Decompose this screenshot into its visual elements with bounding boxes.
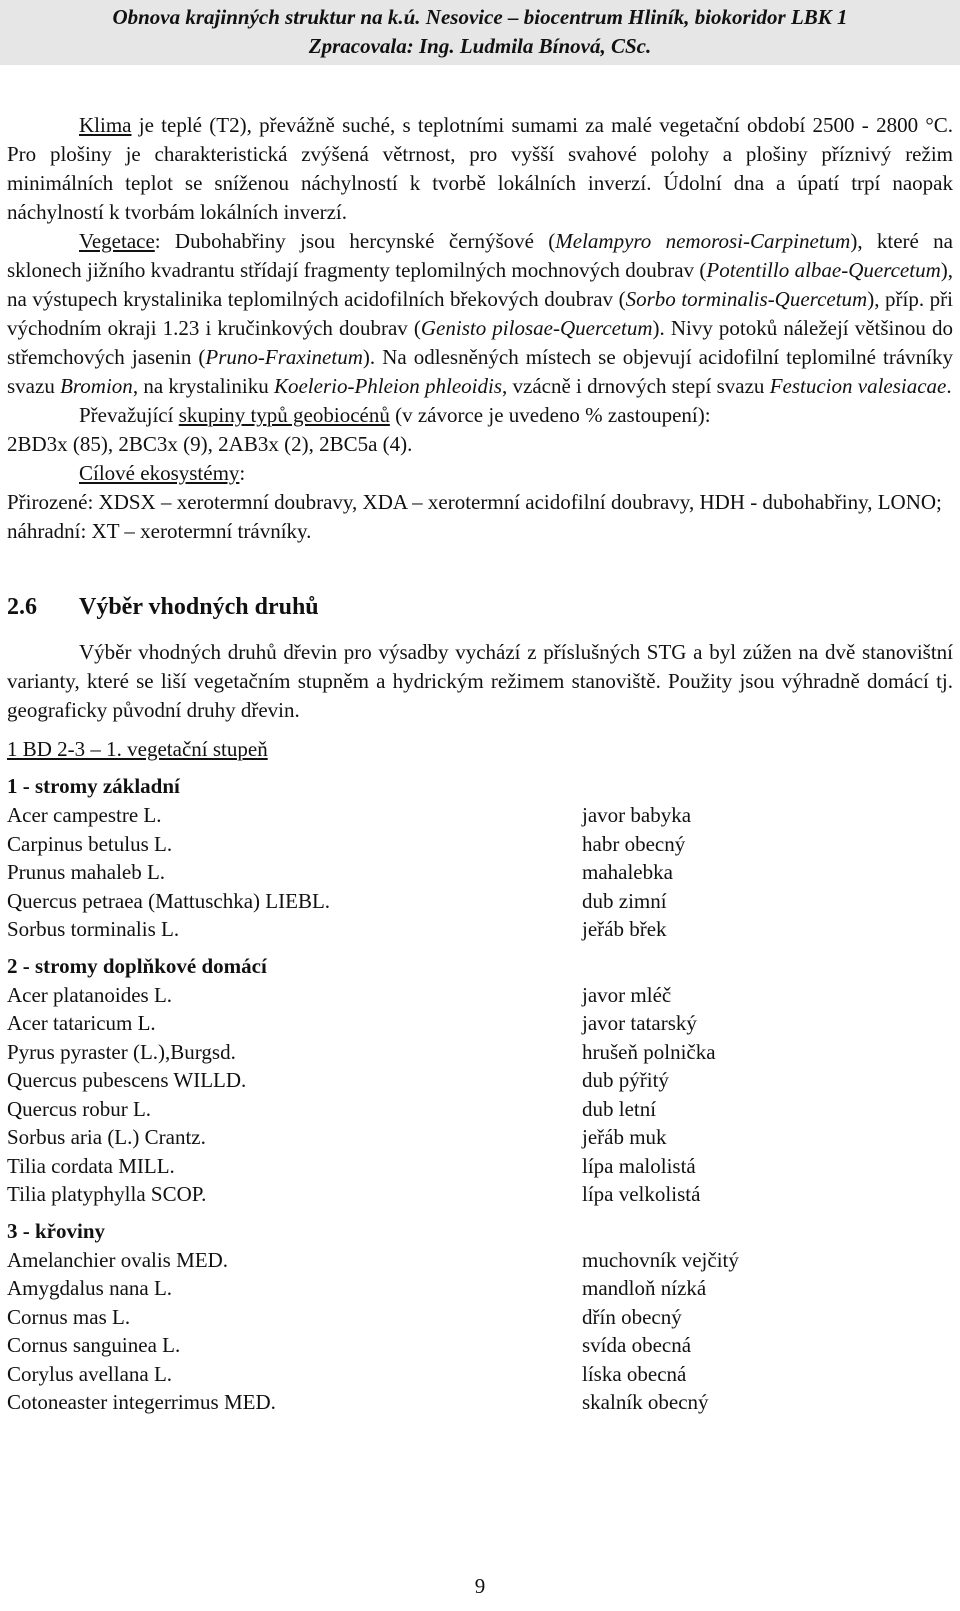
- vegetace-text-2: ), které na sklonech jižního kvadrantu střídají fragmenty teplomilných mochnových doubrav (: [7, 229, 953, 282]
- species-row: [7, 1388, 953, 1417]
- latin-name: Quercus robur L.: [7, 1096, 152, 1121]
- header-author: Zpracovala: Ing. Ludmila Bínová, CSc.: [308, 34, 652, 58]
- section-heading: [7, 590, 953, 624]
- vegetace-taxon-7: Koelerio-Phleion phleoidis: [273, 374, 503, 398]
- latin-name: Sorbus aria (L.) Crantz.: [7, 1125, 206, 1149]
- species-group: [7, 772, 953, 944]
- stg-paragraph: [7, 401, 953, 430]
- species-groups: [7, 772, 953, 1417]
- latin-name: Amelanchier ovalis MED.: [7, 1247, 229, 1272]
- species-row: [7, 1331, 953, 1360]
- vegetace-taxon-2: Potentillo albae-Quercetum: [706, 258, 941, 282]
- czech-name: jeřáb muk: [582, 1125, 667, 1149]
- latin-name: Cornus mas L.: [7, 1304, 131, 1329]
- klima-label: Klima: [79, 113, 132, 137]
- variant-label: [7, 735, 953, 764]
- latin-name: Carpinus betulus L.: [7, 831, 173, 856]
- latin-name: Acer campestre L.: [7, 803, 162, 827]
- czech-name: lípa malolistá: [582, 1153, 696, 1178]
- czech-name: javor mléč: [582, 982, 672, 1007]
- document-body: [7, 111, 953, 1417]
- czech-name: svída obecná: [582, 1333, 692, 1357]
- vegetace-text-7: , na krystaliniku: [132, 374, 274, 398]
- species-row: [7, 1180, 953, 1209]
- cilove-label: Cílové ekosystémy: [79, 461, 240, 485]
- klima-text: je teplé (T2), převážně suché, s teplotními sumami za malé vegetační období 2500 - 2800 °C. Pro plošiny je charakteristická zvýšená větrnost, pro vyšší svahové polohy a plošiny příznivý režim minimálních teplot se sníženou náchylností k tvorbě lokálních inverzí. Údolní dna a úpatí trpí naopak náchylností k tvorbám lokálních inverzí.: [7, 113, 953, 224]
- species-row: [7, 1123, 953, 1152]
- page-number: 9: [474, 1574, 486, 1598]
- czech-name: javor babyka: [582, 803, 692, 827]
- section-intro: Výběr vhodných druhů dřevin pro výsadby vychází z příslušných STG a byl zúžen na dvě stanovištní varianty, které se liší vegetačním stupněm a hydrickým režimem stanoviště. Použity jsou výhradně domácí tj. geograficky původní druhy dřevin.: [7, 640, 953, 722]
- latin-name: Acer tataricum L.: [7, 1011, 156, 1035]
- species-row: [7, 1274, 953, 1303]
- latin-name: Sorbus torminalis L.: [7, 917, 180, 941]
- group-title: 2 - stromy doplňkové domácí: [7, 953, 267, 978]
- czech-name: jeřáb břek: [582, 917, 667, 941]
- latin-name: Prunus mahaleb L.: [7, 860, 166, 884]
- vegetace-paragraph: [7, 227, 953, 401]
- vegetace-text-9: .: [946, 374, 952, 398]
- section-number: 2.6: [7, 594, 37, 620]
- latin-name: Quercus pubescens WILLD.: [7, 1068, 247, 1092]
- cilove-prirozene: Přirozené: XDSX – xerotermní doubravy, XDA – xerotermní acidofilní doubravy, HDH - dubohabřiny, LONO;: [7, 490, 942, 514]
- vegetace-text-4: ), příp. při východním okraji 1.23 i kručinkových doubrav (: [7, 287, 953, 340]
- vegetace-taxon-6: Bromion: [60, 374, 133, 398]
- czech-name: mahalebka: [582, 860, 673, 884]
- species-row: [7, 1152, 953, 1181]
- group-title: 3 - křoviny: [7, 1218, 106, 1243]
- czech-name: habr obecný: [582, 831, 686, 856]
- species-row: [7, 1095, 953, 1124]
- species-group: [7, 952, 953, 1209]
- latin-name: Acer platanoides L.: [7, 982, 173, 1007]
- klima-paragraph: [7, 111, 953, 227]
- czech-name: mandloň nízká: [582, 1276, 707, 1300]
- page-header: [0, 0, 960, 65]
- czech-name: javor tatarský: [582, 1011, 697, 1035]
- species-row: [7, 1360, 953, 1389]
- stg-link: skupiny typů geobiocénů: [178, 403, 390, 427]
- species-row: [7, 1066, 953, 1095]
- species-group: [7, 1217, 953, 1417]
- species-row: [7, 1009, 953, 1038]
- section-title: Výběr vhodných druhů: [79, 594, 319, 620]
- vegetace-label: Vegetace: [79, 229, 155, 253]
- vegetace-text-5: ). Nivy potoků náležejí většinou do střemchových jasenin (: [7, 316, 953, 369]
- cilove-heading: [7, 459, 953, 488]
- species-row: [7, 1038, 953, 1067]
- vegetace-taxon-1: Melampyro nemorosi-Carpinetum: [555, 229, 851, 253]
- vegetace-text-8: , vzácně i drnových stepí svazu: [502, 374, 770, 398]
- vegetace-taxon-4: Genisto pilosae-Quercetum: [420, 316, 653, 340]
- latin-name: Tilia cordata MILL.: [7, 1153, 175, 1178]
- species-row: [7, 830, 953, 859]
- species-row: [7, 1246, 953, 1275]
- variant-text: 1 BD 2-3 – 1. vegetační stupeň: [7, 737, 268, 761]
- species-row: [7, 801, 953, 830]
- czech-name: dřín obecný: [582, 1304, 682, 1329]
- stg-suffix: (v závorce je uvedeno % zastoupení):: [389, 403, 711, 427]
- czech-name: skalník obecný: [582, 1390, 709, 1414]
- header-title: Obnova krajinných struktur na k.ú. Nesovice – biocentrum Hliník, biokoridor LBK 1: [112, 5, 848, 29]
- cilove-colon: :: [239, 461, 246, 485]
- species-row: [7, 915, 953, 944]
- vegetace-text-1: : Dubohabřiny jsou hercynské černýšové (: [154, 229, 556, 253]
- czech-name: dub pýřitý: [582, 1068, 669, 1092]
- vegetace-text-3: ), na výstupech krystalinika teplomilných acidofilních břekových doubrav (: [7, 258, 953, 311]
- latin-name: Quercus petraea (Mattuschka) LIEBL.: [7, 888, 331, 913]
- latin-name: Pyrus pyraster (L.),Burgsd.: [7, 1039, 236, 1064]
- latin-name: Cornus sanguinea L.: [7, 1333, 181, 1357]
- latin-name: Cotoneaster integerrimus MED.: [7, 1390, 276, 1414]
- latin-name: Tilia platyphylla SCOP.: [7, 1182, 207, 1206]
- latin-name: Amygdalus nana L.: [7, 1276, 173, 1300]
- stg-prefix: Převažující: [79, 403, 179, 427]
- cilove-nahradni: náhradní: XT – xerotermní trávníky.: [7, 519, 312, 543]
- group-title: 1 - stromy základní: [7, 774, 180, 798]
- species-row: [7, 1303, 953, 1332]
- czech-name: dub zimní: [582, 888, 667, 913]
- vegetace-taxon-3: Sorbo torminalis-Quercetum: [625, 287, 868, 311]
- species-row: [7, 981, 953, 1010]
- czech-name: hrušeň polnička: [582, 1039, 716, 1064]
- species-row: [7, 858, 953, 887]
- czech-name: lípa velkolistá: [582, 1182, 701, 1206]
- vegetace-taxon-8: Festucion valesiacae: [769, 374, 947, 398]
- vegetace-text-6: ). Na odlesněných místech se objevují acidofilní teplomilné trávníky svazu: [7, 345, 953, 398]
- stg-values: 2BD3x (85), 2BC3x (9), 2AB3x (2), 2BC5a (4).: [7, 432, 413, 456]
- czech-name: muchovník vejčitý: [582, 1247, 739, 1272]
- species-row: [7, 887, 953, 916]
- czech-name: dub letní: [582, 1096, 657, 1121]
- latin-name: Corylus avellana L.: [7, 1361, 173, 1386]
- vegetace-taxon-5: Pruno-Fraxinetum: [205, 345, 363, 369]
- czech-name: líska obecná: [582, 1361, 687, 1386]
